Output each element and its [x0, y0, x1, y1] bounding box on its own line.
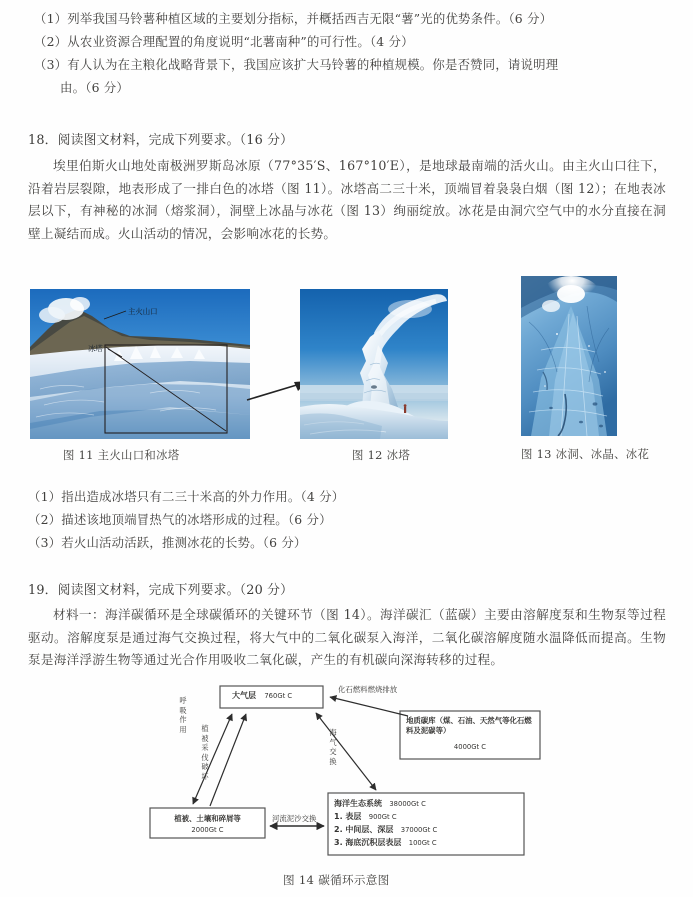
fig12-person-silhouette: [404, 404, 407, 413]
fig11-label-ice-tower: 冰塔: [88, 344, 103, 353]
flow-label-sea-air-exchange: 海气交换: [329, 728, 337, 766]
steaming-ice-tower-illustration: [300, 289, 448, 439]
arrow-fossil-fuel-emission: [330, 697, 408, 716]
node-geological-carbon-pool-title: 地质碳库（煤、石油、天然气等化石燃料及泥碳等）: [406, 716, 532, 735]
node-vegetation-soil-value: 2000Gt C: [191, 826, 224, 834]
q19-passage: 材料一：海洋碳循环是全球碳循环的关键环节（图 14）。海洋碳汇（蓝碳）主要由溶解度泵和生物泵等过程驱动。溶解度泵是通过海气交换过程，将大气中的二氧化碳泵入海洋，二氧化碳溶解度随水温降低而提高。生物泵是海洋浮游生物等通过光合作用吸收二氧化碳，产生的有机碳向深海转移的过程。: [28, 607, 666, 667]
node-vegetation-soil-title: 植被、土壤和碎屑等: [174, 814, 241, 823]
node-atmosphere: [232, 691, 292, 701]
flow-label-river-sediment-exchange: 河流泥沙交换: [272, 814, 317, 823]
figure-11-caption: 图 11 主火山口和冰塔: [63, 448, 180, 462]
q17-subitem-3: （3）有人认为在主粮化战略背景下，我国应该扩大马铃薯的种植规模。你是否赞同，请说明理: [34, 57, 559, 72]
node-marine-ecosystem-title: 海洋生态系统: [334, 799, 382, 808]
arrow-vegetation-logging: [210, 714, 246, 806]
node-marine-subline-1-label: 1. 表层: [334, 812, 362, 821]
q18-passage: 埃里伯斯火山地处南极洲罗斯岛冰原（77°35′S、167°10′E），是地球最南端的活火山。由主火山口往下，沿着岩层裂隙，地表形成了一排白色的冰塔（图 11）。冰塔高二三十米，顶端冒着袅袅白烟（图 12）；在地表冰层以下，有神秘的冰洞（熔浆洞），洞壁上冰晶与冰花（图 13）绚丽绽放。冰花是由洞穴空气中的水分直接在洞壁上凝结而成。火山活动的情况，会影响冰花的长势。: [28, 158, 666, 241]
figure-11-photo: [30, 289, 250, 439]
node-marine-subline-2: [334, 825, 437, 835]
node-marine-subline-2-value: 37000Gt C: [400, 826, 438, 834]
fig11-label-main-crater: 主火山口: [128, 307, 158, 316]
node-marine-subline-2-label: 2. 中间层、深层: [334, 825, 394, 834]
node-geological-carbon-pool-value: 4000Gt C: [453, 743, 487, 751]
node-marine-ecosystem-value: 38000Gt C: [389, 800, 426, 808]
node-marine-ecosystem-header: [334, 799, 426, 809]
arrow-sea-air-exchange: [316, 713, 376, 790]
arrow-respiration: [193, 714, 232, 804]
node-marine-subline-3: [334, 838, 437, 848]
figure-13-caption: 图 13 冰洞、冰晶、冰花: [521, 447, 650, 461]
flow-label-fossil-fuel-emission: 化石燃料燃烧排放: [338, 685, 398, 694]
figure-12-photo: [300, 289, 448, 439]
volcano-ice-tower-illustration: [30, 289, 250, 439]
node-marine-subline-3-value: 100Gt C: [408, 839, 437, 847]
q18-heading: 18．阅读图文材料，完成下列要求。（16 分）: [28, 133, 294, 148]
q18-subitem-3: （3）若火山活动活跃，推测冰花的长势。（6 分）: [28, 535, 307, 550]
figure-13-photo: [521, 276, 617, 436]
figure-12-caption: 图 12 冰塔: [352, 448, 411, 462]
node-atmosphere-value: 760Gt C: [264, 692, 293, 700]
node-marine-subline-3-label: 3. 海底沉积层表层: [334, 838, 402, 847]
flow-label-vegetation-logging: 植被采伐破坏: [201, 724, 209, 781]
q17-subitem-2: （2）从农业资源合理配置的角度说明“北薯南种”的可行性。（4 分）: [34, 34, 414, 49]
q18-subitem-1: （1）指出造成冰塔只有二三十米高的外力作用。（4 分）: [28, 489, 345, 504]
node-atmosphere-title: 大气层: [232, 691, 256, 700]
q17-subitem-3-cont: 由。（6 分）: [60, 80, 129, 95]
node-marine-subline-1: [334, 812, 397, 822]
ice-cave-crystal-illustration: [521, 276, 617, 436]
node-marine-subline-1-value: 900Gt C: [368, 813, 397, 821]
figure-14-carbon-cycle-diagram: [140, 680, 560, 865]
q18-subitem-2: （2）描述该地顶端冒热气的冰塔形成的过程。（6 分）: [28, 512, 332, 527]
flow-label-respiration: 呼吸作用: [179, 696, 187, 734]
figure-14-caption: 图 14 碳循环示意图: [283, 873, 390, 887]
q19-heading: 19．阅读图文材料，完成下列要求。（20 分）: [28, 583, 294, 598]
q17-subitem-1: （1）列举我国马铃薯种植区域的主要划分指标，并概括西吉无限“薯”光的优势条件。（6 分）: [34, 11, 553, 26]
